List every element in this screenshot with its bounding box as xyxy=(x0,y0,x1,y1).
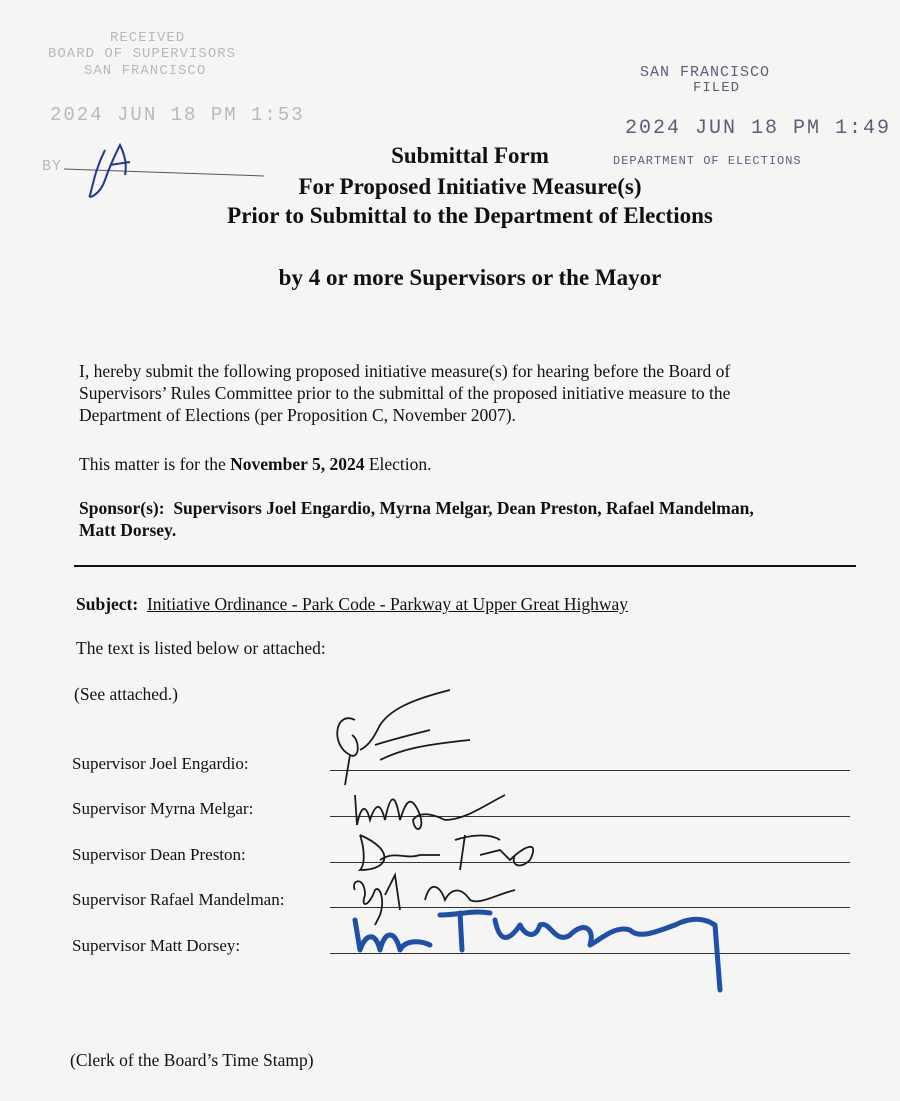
intro-paragraph xyxy=(79,360,730,426)
intro-line-3: Department of Elections (per Proposition C, November 2007). xyxy=(79,405,516,425)
sponsors-label: Sponsor(s): xyxy=(79,498,165,518)
received-stamp-line3: SAN FRANCISCO xyxy=(84,63,207,79)
filed-stamp-line3: DEPARTMENT OF ELECTIONS xyxy=(613,154,802,168)
received-stamp-by-label: BY xyxy=(42,158,63,175)
form-subtitle-1: For Proposed Initiative Measure(s) xyxy=(298,174,642,199)
form-title: Submittal Form xyxy=(391,143,549,168)
filed-stamp-datetime: 2024 JUN 18 PM 1:49 xyxy=(625,117,892,140)
received-stamp-line2: BOARD OF SUPERVISORS xyxy=(48,46,237,62)
subject-value: Initiative Ordinance - Park Code - Parkway at Upper Great Highway xyxy=(146,594,629,614)
form-subtitle-2: Prior to Submittal to the Department of Elections xyxy=(227,203,713,228)
signature-preston xyxy=(350,825,550,875)
signature-engardio xyxy=(330,690,490,790)
subject-label: Subject: xyxy=(76,594,139,614)
signature-dorsey xyxy=(340,905,740,1000)
filed-stamp-line2: FILED xyxy=(693,80,741,96)
section-divider xyxy=(74,565,856,567)
filed-stamp-line1: SAN FRANCISCO xyxy=(640,64,771,81)
text-note: The text is listed below or attached: xyxy=(76,638,326,658)
signature-label-melgar: Supervisor Myrna Melgar: xyxy=(72,799,254,818)
sponsors-block xyxy=(79,497,754,541)
intro-line-2: Supervisors’ Rules Committee prior to the submittal of the proposed initiative measure to the xyxy=(79,383,731,403)
form-subtitle-3: by 4 or more Supervisors or the Mayor xyxy=(278,265,662,290)
received-stamp-datetime: 2024 JUN 18 PM 1:53 xyxy=(50,104,305,126)
sponsors-list: Supervisors Joel Engardio, Myrna Melgar, Dean Preston, Rafael Mandelman, xyxy=(173,498,754,518)
intro-line-1: I, hereby submit the following proposed initiative measure(s) for hearing before the Board of xyxy=(79,361,731,381)
signature-label-engardio: Supervisor Joel Engardio: xyxy=(72,754,249,773)
election-line: This matter is for the November 5, 2024 Election. xyxy=(79,454,432,474)
received-stamp-line1: RECEIVED xyxy=(110,30,186,46)
see-attached: (See attached.) xyxy=(74,684,178,704)
election-date: November 5, 2024 xyxy=(230,454,365,474)
sponsors-list-cont: Matt Dorsey. xyxy=(79,520,177,540)
signature-label-dorsey: Supervisor Matt Dorsey: xyxy=(72,936,241,955)
signature-label-mandelman: Supervisor Rafael Mandelman: xyxy=(72,890,285,909)
signature-label-preston: Supervisor Dean Preston: xyxy=(72,845,246,864)
clerk-time-stamp-label: (Clerk of the Board’s Time Stamp) xyxy=(70,1050,314,1070)
subject-line xyxy=(76,593,628,615)
